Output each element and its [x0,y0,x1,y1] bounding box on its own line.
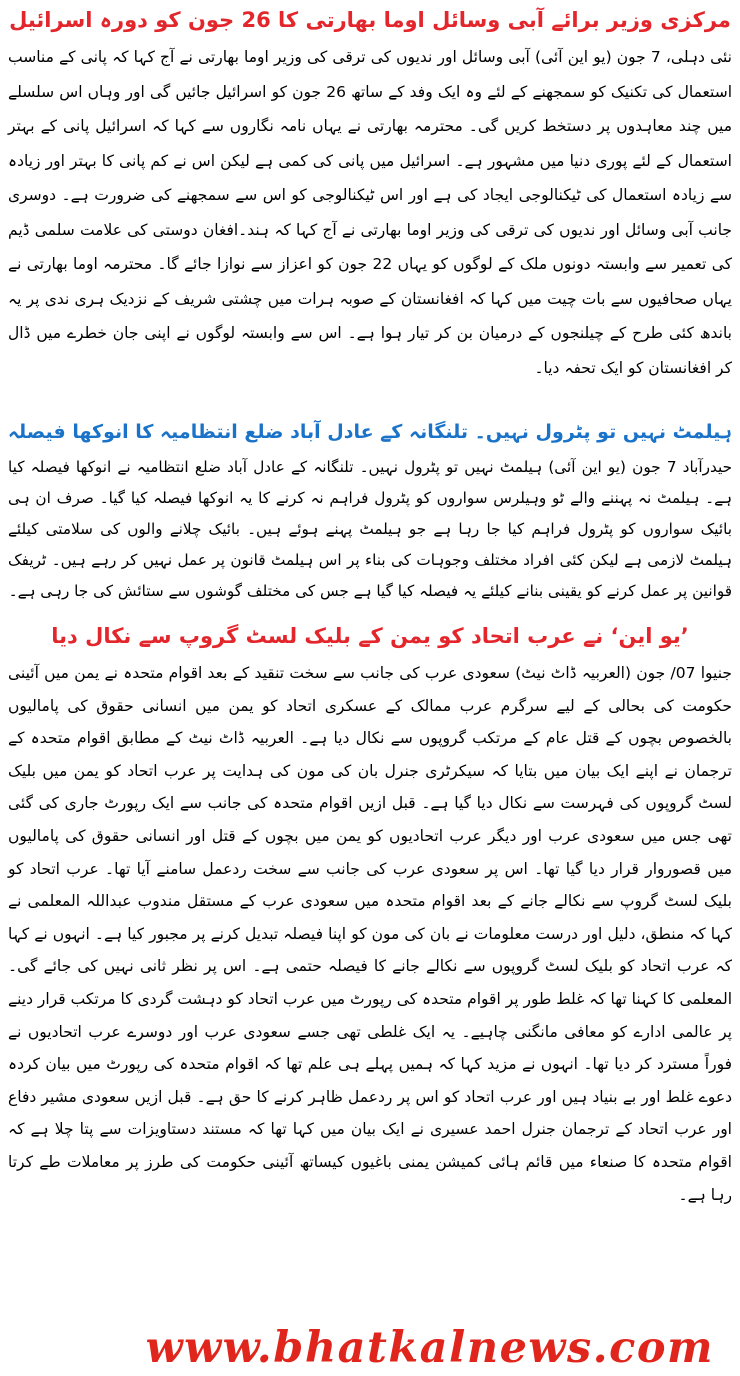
article-headline: ہیلمٹ نہیں تو پٹرول نہیں۔ تلنگانہ کے عادل آباد ضلع انتظامیہ کا انوکھا فیصلہ [7,421,733,443]
article-body: نئی دہلی، 7 جون (یو این آئی) آبی وسائل اور ندیوں کی ترقی کی وزیر اوما بھارتی نے آج کہا کہ پانی کے مناسب استعمال کی تکنیک کو سمجھنے کے لئے وہ ایک وفد کے ساتھ 26 جون کو اسرائیل جائیں گی اور وہاں اس سلسلے میں چند معاہدوں پر دستخط کریں گی۔ محترمہ بھارتی نے یہاں نامہ نگاروں سے کہا کہ اسرائیل پانی کے بہتر استعمال کے لئے پوری دنیا میں مشہور ہے۔ اسرائیل میں پانی کی کمی ہے لیکن اس نے کم پانی کا بہتر اور زیادہ سے زیادہ استعمال کی ٹیکنالوجی ایجاد کی ہے اور اس ٹیکنالوجی کو اس سے سمجھنے کی ضرورت ہے۔ دوسری جانب آبی وسائل اور ندیوں کی ترقی کی وزیر اوما بھارتی نے آج کہا کہ ہند۔افغان دوستی کی علامت سلمی ڈیم کی تعمیر سے وابستہ دونوں ملک کے لوگوں کو یہاں 22 جون کو اعزاز سے نوازا جائے گا۔ محترمہ اوما بھارتی نے یہاں صحافیوں سے بات چیت میں کہا کہ افغانستان کے صوبہ ہرات میں چشتی شریف کے نزدیک ہری ندی پر یہ باندھ کئی طرح کے چیلنجوں کے درمیان بن کر تیار ہوا ہے۔ اس سے وابستہ لوگوں نے اپنی جان خطرے میں ڈال کر افغانستان کو ایک تحفہ دیا۔ [8,48,732,377]
article-body: حیدرآباد 7 جون (یو این آئی) ہیلمٹ نہیں تو پٹرول نہیں۔ تلنگانہ کے عادل آباد ضلع انتظامیہ نے انوکھا فیصلہ کیا ہے۔ ہیلمٹ نہ پہننے والے ٹو وہیلرس سواروں کو پٹرول فراہم نہ کرنے کا یہ انوکھا فیصلہ کیا گیا۔ صرف ان ہی بائیک سواروں کو پٹرول فراہم کیا جا رہا ہے جو ہیلمٹ پہنے ہوئے ہیں۔ بائیک چلانے والوں کی سلامتی کیلئے ہیلمٹ لازمی ہے لیکن کئی افراد مختلف وجوہات کی بناء پر اس ہیلمٹ قانون پر عمل نہیں کر رہے ہیں۔ ٹریفک قوانین پر عمل کرنے کو یقینی بنانے کیلئے یہ فیصلہ کیا گیا ہے جس کی مختلف گوشوں سے ستائش کی جا رہی ہے۔ [8,458,732,600]
article-headline: مرکزی وزیر برائے آبی وسائل اوما بھارتی کا 26 جون کو دورہ اسرائیل [9,8,731,32]
site-url-link[interactable]: www.bhatkalnews.com [145,1323,714,1373]
site-footer [0,1323,740,1373]
news-article-un-arab-coalition-blacklist [0,615,740,1319]
article-headline: ’یو این‘ نے عرب اتحاد کو یمن کے بلیک لسٹ گروپ سے نکال دیا [51,624,689,648]
news-article-helmet-petrol-adilabad [0,412,740,615]
news-article-oma-bharti-israel-visit [0,0,740,402]
article-body: جنیوا 07/ جون (العربیہ ڈاٹ نیٹ) سعودی عرب کی جانب سے سخت تنقید کے بعد اقوام متحدہ نے یمن میں آئینی حکومت کی بحالی کے لیے سرگرم عرب ممالک کے عسکری اتحاد کو یمن میں انسانی حقوق کی پامالیوں بالخصوص بچوں کے قتل عام کے مرتکب گروپوں سے نکال دیا ہے۔ العربیہ ڈاٹ نیٹ کے مطابق اقوام متحدہ کے ترجمان نے اپنے ایک بیان میں بتایا کہ سیکرٹری جنرل بان کی مون کی ہدایت پر عرب اتحاد کو یمن میں بلیک لسٹ گروپوں کی فہرست سے نکال دیا گیا ہے۔ قبل ازیں اقوام متحدہ کی جانب سے ایک رپورٹ جاری کی گئی تھی جس میں سعودی عرب اور دیگر عرب اتحادیوں کو یمن میں بچوں کے قتل اور انسانی حقوق کی پامالیوں میں قصوروار قرار دیا گیا تھا۔ اس پر سعودی عرب کی جانب سے سخت ردعمل سامنے آیا تھا۔ عرب اتحاد کو بلیک لسٹ گروپ سے نکالے جانے کے بعد اقوام متحدہ میں سعودی عرب کے مستقل مندوب عبداللہ المعلمی نے کہا کہ منطق، دلیل اور درست معلومات نے بان کی مون کو اپنا فیصلہ تبدیل کرنے پر مجبور کیا ہے۔ انہوں نے کہا کہ عرب اتحاد کو بلیک لسٹ گروپوں سے نکالے جانے کا فیصلہ حتمی ہے۔ اس پر نظر ثانی نہیں کی جائے گی۔ المعلمی کا کہنا تھا کہ غلط طور پر اقوام متحدہ کی رپورٹ میں عرب اتحاد کو دہشت گردی کا مرتکب قرار دینے پر عالمی ادارے کو معافی مانگنی چاہیے۔ یہ ایک غلطی تھی جسے سعودی عرب اور دوسرے عرب اتحادیوں نے فوراً مسترد کر دیا تھا۔ انہوں نے مزید کہا کہ ہمیں پہلے ہی علم تھا کہ اقوام متحدہ کی رپورٹ میں بیان کردہ دعوے غلط اور بے بنیاد ہیں اور عرب اتحاد کو اس پر ردعمل ظاہر کرنے کا حق ہے۔ قبل ازیں سعودی مشیر دفاع اور عرب اتحاد کے ترجمان جنرل احمد عسیری نے ایک بیان میں کہا تھا کہ مستند دستاویزات سے پتا چلا ہے کہ اقوام متحدہ کا صنعاء میں قائم ہائی کمیشن یمنی باغیوں کیساتھ آئینی حکومت کی طرز پر معاملات طے کرتا رہا ہے۔ [8,664,732,1204]
